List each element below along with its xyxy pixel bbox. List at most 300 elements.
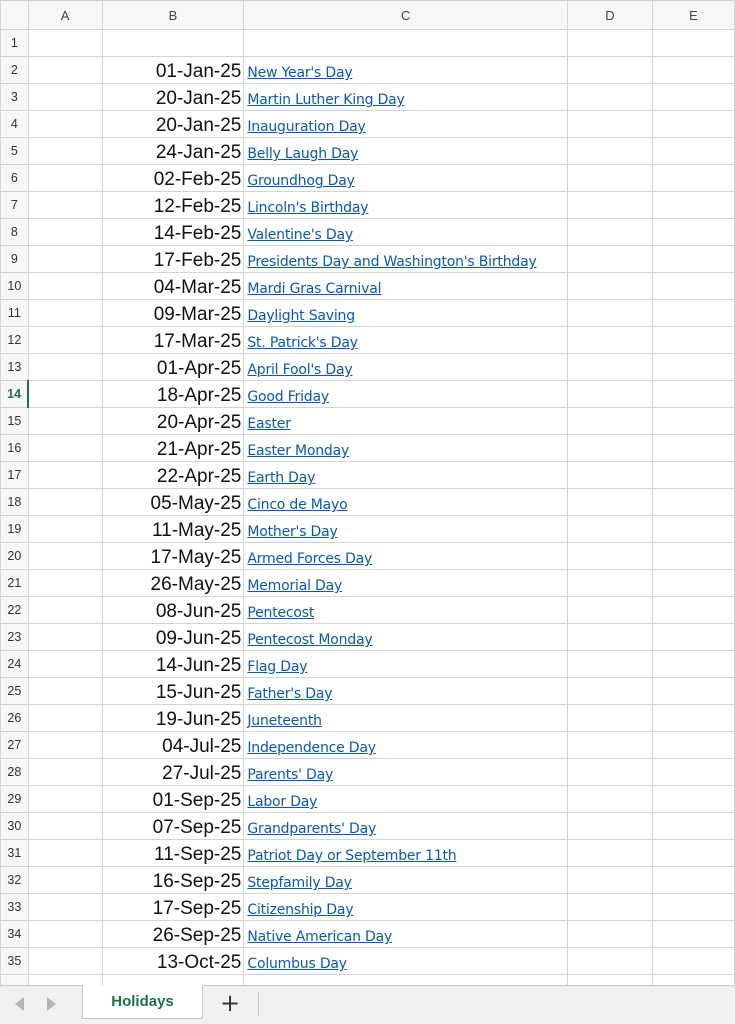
column-header-d[interactable]: D [568, 1, 653, 30]
cell-b[interactable] [102, 975, 244, 986]
table-row [1, 30, 735, 57]
cell-e[interactable] [652, 30, 734, 57]
holiday-cell[interactable] [244, 813, 568, 840]
table-row [1, 624, 735, 651]
cell-a[interactable] [28, 138, 102, 165]
date-cell[interactable]: 17-May-25 [102, 543, 244, 570]
table-row [1, 300, 735, 327]
table-row [1, 192, 735, 219]
cell-d[interactable] [568, 786, 653, 813]
table-row [1, 597, 735, 624]
cell-e[interactable] [652, 84, 734, 111]
row-header[interactable]: 20 [1, 543, 29, 570]
row-header[interactable]: 8 [1, 219, 29, 246]
holiday-cell[interactable] [244, 570, 568, 597]
grid-body [1, 30, 735, 986]
date-cell[interactable]: 14-Jun-25 [102, 651, 244, 678]
cell-a[interactable] [28, 921, 102, 948]
cell-d[interactable] [568, 138, 653, 165]
add-sheet-button[interactable]: + [219, 989, 241, 1017]
holiday-cell[interactable] [244, 705, 568, 732]
holiday-link[interactable]: Labor Day [247, 794, 318, 810]
holiday-cell[interactable] [244, 489, 568, 516]
cell-e[interactable] [652, 516, 734, 543]
holiday-cell[interactable] [244, 948, 568, 975]
holiday-cell[interactable] [244, 678, 568, 705]
holiday-link[interactable]: Juneteenth [247, 713, 322, 729]
row-header[interactable]: 6 [1, 165, 29, 192]
holiday-link[interactable]: Easter Monday [247, 443, 350, 459]
row-header[interactable]: 5 [1, 138, 29, 165]
cell-a[interactable] [28, 894, 102, 921]
holiday-link[interactable]: Parents' Day [247, 767, 334, 783]
holiday-cell[interactable] [244, 246, 568, 273]
holiday-cell[interactable] [244, 894, 568, 921]
cell-e[interactable] [652, 57, 734, 84]
holiday-link[interactable]: St. Patrick's Day [247, 335, 358, 351]
holiday-link[interactable]: Daylight Saving [247, 308, 355, 324]
holiday-cell[interactable] [244, 138, 568, 165]
holiday-link[interactable]: April Fool's Day [247, 362, 353, 378]
date-cell[interactable]: 02-Feb-25 [102, 165, 244, 192]
holiday-link[interactable]: Easter [247, 416, 291, 432]
cell-e[interactable] [652, 840, 734, 867]
holiday-link[interactable]: Valentine's Day [247, 227, 353, 243]
row-header[interactable]: 35 [1, 948, 29, 975]
cell-a[interactable] [28, 435, 102, 462]
date-cell[interactable]: 14-Feb-25 [102, 219, 244, 246]
cell-d[interactable] [568, 543, 653, 570]
row-header[interactable]: 32 [1, 867, 29, 894]
cell-d[interactable] [568, 597, 653, 624]
holiday-link[interactable]: Presidents Day and Washington's Birthday [247, 254, 537, 270]
date-cell[interactable]: 26-May-25 [102, 570, 244, 597]
cell-e[interactable] [652, 948, 734, 975]
cell-d[interactable] [568, 732, 653, 759]
cell-e[interactable] [652, 894, 734, 921]
cell-a[interactable] [28, 948, 102, 975]
row-header[interactable]: 10 [1, 273, 29, 300]
cell-e[interactable] [652, 624, 734, 651]
row-header[interactable]: 25 [1, 678, 29, 705]
cell-e[interactable] [652, 678, 734, 705]
cell-d[interactable] [568, 273, 653, 300]
table-row [1, 705, 735, 732]
cell-a[interactable] [28, 111, 102, 138]
cell-d[interactable] [568, 678, 653, 705]
holiday-cell[interactable] [244, 543, 568, 570]
row-header[interactable]: 18 [1, 489, 29, 516]
next-sheet-arrow-icon[interactable] [47, 997, 56, 1011]
table-row [1, 813, 735, 840]
cell-a[interactable] [28, 840, 102, 867]
holiday-link[interactable]: Pentecost Monday [247, 632, 373, 648]
table-row [1, 273, 735, 300]
column-header-c[interactable]: C [244, 1, 568, 30]
holiday-cell[interactable] [244, 732, 568, 759]
column-header-b[interactable]: B [102, 1, 244, 30]
date-cell[interactable]: 17-Feb-25 [102, 246, 244, 273]
cell-d[interactable] [568, 327, 653, 354]
table-row [1, 570, 735, 597]
holiday-link[interactable]: Armed Forces Day [247, 551, 373, 567]
holiday-link[interactable]: Belly Laugh Day [247, 146, 359, 162]
cell-d[interactable] [568, 921, 653, 948]
date-cell[interactable]: 11-Sep-25 [102, 840, 244, 867]
cell-e[interactable] [652, 273, 734, 300]
row-header[interactable]: 15 [1, 408, 29, 435]
holiday-cell[interactable] [244, 516, 568, 543]
date-cell[interactable]: 11-May-25 [102, 516, 244, 543]
cell-d[interactable] [568, 111, 653, 138]
table-row [1, 57, 735, 84]
row-header[interactable]: 22 [1, 597, 29, 624]
holiday-link[interactable]: Patriot Day or September 11th [247, 848, 457, 864]
holiday-cell[interactable] [244, 867, 568, 894]
cell-e[interactable] [652, 138, 734, 165]
row-header[interactable] [1, 975, 29, 986]
cell-e[interactable] [652, 354, 734, 381]
holiday-link[interactable]: Flag Day [247, 659, 308, 675]
table-row [1, 219, 735, 246]
cell-c[interactable] [244, 975, 568, 986]
cell-e[interactable] [652, 921, 734, 948]
cell-d[interactable] [568, 30, 653, 57]
table-row [1, 408, 735, 435]
holiday-cell[interactable] [244, 759, 568, 786]
table-row [1, 246, 735, 273]
table-row [1, 651, 735, 678]
date-cell[interactable]: 15-Jun-25 [102, 678, 244, 705]
table-row [1, 921, 735, 948]
cell-e[interactable] [652, 219, 734, 246]
cell-e[interactable] [652, 705, 734, 732]
cell-a[interactable] [28, 543, 102, 570]
table-row [1, 975, 735, 986]
holiday-link[interactable]: Martin Luther King Day [247, 92, 405, 108]
holiday-link[interactable]: Good Friday [247, 389, 329, 405]
holiday-cell[interactable] [244, 462, 568, 489]
cell-d[interactable] [568, 894, 653, 921]
holiday-cell[interactable] [244, 435, 568, 462]
holiday-link[interactable]: New Year's Day [247, 65, 353, 81]
holiday-cell[interactable] [244, 192, 568, 219]
cell-d[interactable] [568, 705, 653, 732]
holiday-link[interactable]: Memorial Day [247, 578, 343, 594]
cell-d[interactable] [568, 192, 653, 219]
row-header[interactable]: 28 [1, 759, 29, 786]
cell-a[interactable] [28, 705, 102, 732]
cell-e[interactable] [652, 381, 734, 408]
cell-d[interactable] [568, 462, 653, 489]
column-header-row [1, 1, 735, 30]
cell-d[interactable] [568, 84, 653, 111]
cell-d[interactable] [568, 975, 653, 986]
holiday-cell[interactable] [244, 84, 568, 111]
date-cell[interactable]: 12-Feb-25 [102, 192, 244, 219]
date-cell[interactable]: 05-May-25 [102, 489, 244, 516]
date-cell[interactable]: 20-Apr-25 [102, 408, 244, 435]
select-all-corner[interactable] [1, 1, 29, 30]
cell-a[interactable] [28, 651, 102, 678]
table-row [1, 138, 735, 165]
cell-a[interactable] [28, 84, 102, 111]
row-header[interactable]: 24 [1, 651, 29, 678]
row-header[interactable]: 31 [1, 840, 29, 867]
date-cell[interactable]: 26-Sep-25 [102, 921, 244, 948]
table-row [1, 732, 735, 759]
table-row [1, 165, 735, 192]
date-cell[interactable]: 04-Mar-25 [102, 273, 244, 300]
prev-sheet-arrow-icon[interactable] [15, 997, 24, 1011]
holiday-link[interactable]: Columbus Day [247, 956, 347, 972]
date-cell[interactable]: 18-Apr-25 [102, 381, 244, 408]
table-row [1, 759, 735, 786]
cell-e[interactable] [652, 759, 734, 786]
row-header[interactable]: 19 [1, 516, 29, 543]
holiday-cell[interactable] [244, 786, 568, 813]
table-row [1, 786, 735, 813]
cell-a[interactable] [28, 516, 102, 543]
row-header[interactable]: 23 [1, 624, 29, 651]
cell-a[interactable] [28, 246, 102, 273]
cell-a[interactable] [28, 867, 102, 894]
cell-d[interactable] [568, 624, 653, 651]
cell-d[interactable] [568, 300, 653, 327]
cell-e[interactable] [652, 111, 734, 138]
cell-e[interactable] [652, 408, 734, 435]
cell-a[interactable] [28, 624, 102, 651]
holiday-cell[interactable] [244, 327, 568, 354]
cell-d[interactable] [568, 219, 653, 246]
cell-e[interactable] [652, 462, 734, 489]
table-row [1, 381, 735, 408]
holiday-cell[interactable] [244, 840, 568, 867]
cell-e[interactable] [652, 165, 734, 192]
holiday-cell[interactable] [244, 921, 568, 948]
holiday-cell[interactable] [244, 651, 568, 678]
cell-a[interactable] [28, 732, 102, 759]
row-header[interactable]: 17 [1, 462, 29, 489]
cell-e[interactable] [652, 597, 734, 624]
cell-a[interactable] [28, 219, 102, 246]
sheet-tab-holidays[interactable]: Holidays [82, 985, 203, 1019]
date-cell[interactable]: 27-Jul-25 [102, 759, 244, 786]
row-header[interactable]: 27 [1, 732, 29, 759]
row-header[interactable]: 26 [1, 705, 29, 732]
date-cell[interactable]: 16-Sep-25 [102, 867, 244, 894]
holiday-cell[interactable] [244, 381, 568, 408]
cell-d[interactable] [568, 813, 653, 840]
cell-d[interactable] [568, 651, 653, 678]
holiday-link[interactable]: Cinco de Mayo [247, 497, 348, 513]
table-row [1, 111, 735, 138]
row-header[interactable]: 16 [1, 435, 29, 462]
holiday-cell[interactable] [244, 219, 568, 246]
table-row [1, 867, 735, 894]
date-cell[interactable]: 01-Apr-25 [102, 354, 244, 381]
cell-a[interactable] [28, 165, 102, 192]
cell-a[interactable] [28, 489, 102, 516]
row-header[interactable]: 4 [1, 111, 29, 138]
cell-e[interactable] [652, 489, 734, 516]
row-header[interactable]: 7 [1, 192, 29, 219]
date-cell[interactable] [102, 30, 244, 57]
column-header-e[interactable]: E [652, 1, 734, 30]
cell-a[interactable] [28, 192, 102, 219]
cell-d[interactable] [568, 570, 653, 597]
row-header[interactable]: 3 [1, 84, 29, 111]
date-cell[interactable]: 01-Jan-25 [102, 57, 244, 84]
table-row [1, 84, 735, 111]
holiday-link[interactable]: Groundhog Day [247, 173, 355, 189]
holiday-cell[interactable] [244, 165, 568, 192]
row-header[interactable]: 11 [1, 300, 29, 327]
date-cell[interactable]: 08-Jun-25 [102, 597, 244, 624]
date-cell[interactable]: 20-Jan-25 [102, 111, 244, 138]
cell-a[interactable] [28, 273, 102, 300]
cell-a[interactable] [28, 597, 102, 624]
cell-d[interactable] [568, 948, 653, 975]
cell-a[interactable] [28, 786, 102, 813]
holiday-cell[interactable] [244, 354, 568, 381]
holiday-link[interactable]: Mother's Day [247, 524, 338, 540]
cell-e[interactable] [652, 867, 734, 894]
holiday-link[interactable]: Grandparents' Day [247, 821, 377, 837]
holiday-cell[interactable] [244, 300, 568, 327]
cell-a[interactable] [28, 408, 102, 435]
cell-e[interactable] [652, 300, 734, 327]
cell-d[interactable] [568, 516, 653, 543]
row-header[interactable]: 2 [1, 57, 29, 84]
table-row [1, 462, 735, 489]
holiday-link[interactable]: Independence Day [247, 740, 376, 756]
date-cell[interactable]: 04-Jul-25 [102, 732, 244, 759]
row-header[interactable]: 33 [1, 894, 29, 921]
cell-a[interactable] [28, 327, 102, 354]
cell-e[interactable] [652, 246, 734, 273]
date-cell[interactable]: 17-Sep-25 [102, 894, 244, 921]
holiday-cell[interactable] [244, 30, 568, 57]
holiday-link[interactable]: Father's Day [247, 686, 333, 702]
date-cell[interactable]: 21-Apr-25 [102, 435, 244, 462]
date-cell[interactable]: 13-Oct-25 [102, 948, 244, 975]
cell-a[interactable] [28, 678, 102, 705]
cell-a[interactable] [28, 300, 102, 327]
table-row [1, 354, 735, 381]
row-header[interactable]: 34 [1, 921, 29, 948]
cell-d[interactable] [568, 867, 653, 894]
cell-e[interactable] [652, 570, 734, 597]
cell-d[interactable] [568, 165, 653, 192]
date-cell[interactable]: 09-Mar-25 [102, 300, 244, 327]
cell-d[interactable] [568, 408, 653, 435]
table-row [1, 435, 735, 462]
date-cell[interactable]: 22-Apr-25 [102, 462, 244, 489]
sheet-tab-bar [0, 985, 735, 1024]
cell-a[interactable] [28, 813, 102, 840]
tab-divider [258, 992, 259, 1016]
cell-a[interactable] [28, 354, 102, 381]
cell-d[interactable] [568, 381, 653, 408]
row-header[interactable]: 30 [1, 813, 29, 840]
table-row [1, 516, 735, 543]
holiday-cell[interactable] [244, 408, 568, 435]
row-header[interactable]: 1 [1, 30, 29, 57]
cell-e[interactable] [652, 651, 734, 678]
cell-d[interactable] [568, 759, 653, 786]
date-cell[interactable]: 01-Sep-25 [102, 786, 244, 813]
holiday-link[interactable]: Native American Day [247, 929, 393, 945]
cell-d[interactable] [568, 840, 653, 867]
holiday-cell[interactable] [244, 597, 568, 624]
table-row [1, 948, 735, 975]
table-row [1, 840, 735, 867]
table-row [1, 327, 735, 354]
date-cell[interactable]: 07-Sep-25 [102, 813, 244, 840]
table-row [1, 489, 735, 516]
cell-e[interactable] [652, 435, 734, 462]
table-row [1, 894, 735, 921]
cell-e[interactable] [652, 975, 734, 986]
cell-e[interactable] [652, 813, 734, 840]
cell-a[interactable] [28, 975, 102, 986]
holiday-link[interactable]: Lincoln's Birthday [247, 200, 369, 216]
cell-e[interactable] [652, 192, 734, 219]
cell-e[interactable] [652, 786, 734, 813]
date-cell[interactable]: 24-Jan-25 [102, 138, 244, 165]
cell-d[interactable] [568, 246, 653, 273]
holiday-cell[interactable] [244, 624, 568, 651]
holiday-link[interactable]: Inauguration Day [247, 119, 366, 135]
holiday-link[interactable]: Citizenship Day [247, 902, 354, 918]
holiday-link[interactable]: Pentecost [247, 605, 315, 621]
cell-a[interactable] [28, 570, 102, 597]
date-cell[interactable]: 19-Jun-25 [102, 705, 244, 732]
cell-a[interactable] [28, 381, 102, 408]
cell-a[interactable] [28, 462, 102, 489]
cell-a[interactable] [28, 759, 102, 786]
cell-e[interactable] [652, 543, 734, 570]
holiday-cell[interactable] [244, 57, 568, 84]
date-cell[interactable]: 09-Jun-25 [102, 624, 244, 651]
row-header[interactable]: 13 [1, 354, 29, 381]
cell-a[interactable] [28, 57, 102, 84]
holiday-link[interactable]: Mardi Gras Carnival [247, 281, 382, 297]
table-row [1, 678, 735, 705]
cell-d[interactable] [568, 489, 653, 516]
row-header[interactable]: 21 [1, 570, 29, 597]
cell-a[interactable] [28, 30, 102, 57]
row-header[interactable]: 12 [1, 327, 29, 354]
date-cell[interactable]: 17-Mar-25 [102, 327, 244, 354]
cell-d[interactable] [568, 57, 653, 84]
holiday-cell[interactable] [244, 273, 568, 300]
row-header[interactable]: 9 [1, 246, 29, 273]
cell-d[interactable] [568, 354, 653, 381]
row-header[interactable]: 14 [1, 381, 29, 408]
table-row [1, 543, 735, 570]
cell-d[interactable] [568, 435, 653, 462]
row-header[interactable]: 29 [1, 786, 29, 813]
holiday-link[interactable]: Stepfamily Day [247, 875, 352, 891]
column-header-a[interactable]: A [28, 1, 102, 30]
date-cell[interactable]: 20-Jan-25 [102, 84, 244, 111]
holiday-cell[interactable] [244, 111, 568, 138]
holiday-link[interactable]: Earth Day [247, 470, 316, 486]
cell-e[interactable] [652, 732, 734, 759]
cell-e[interactable] [652, 327, 734, 354]
